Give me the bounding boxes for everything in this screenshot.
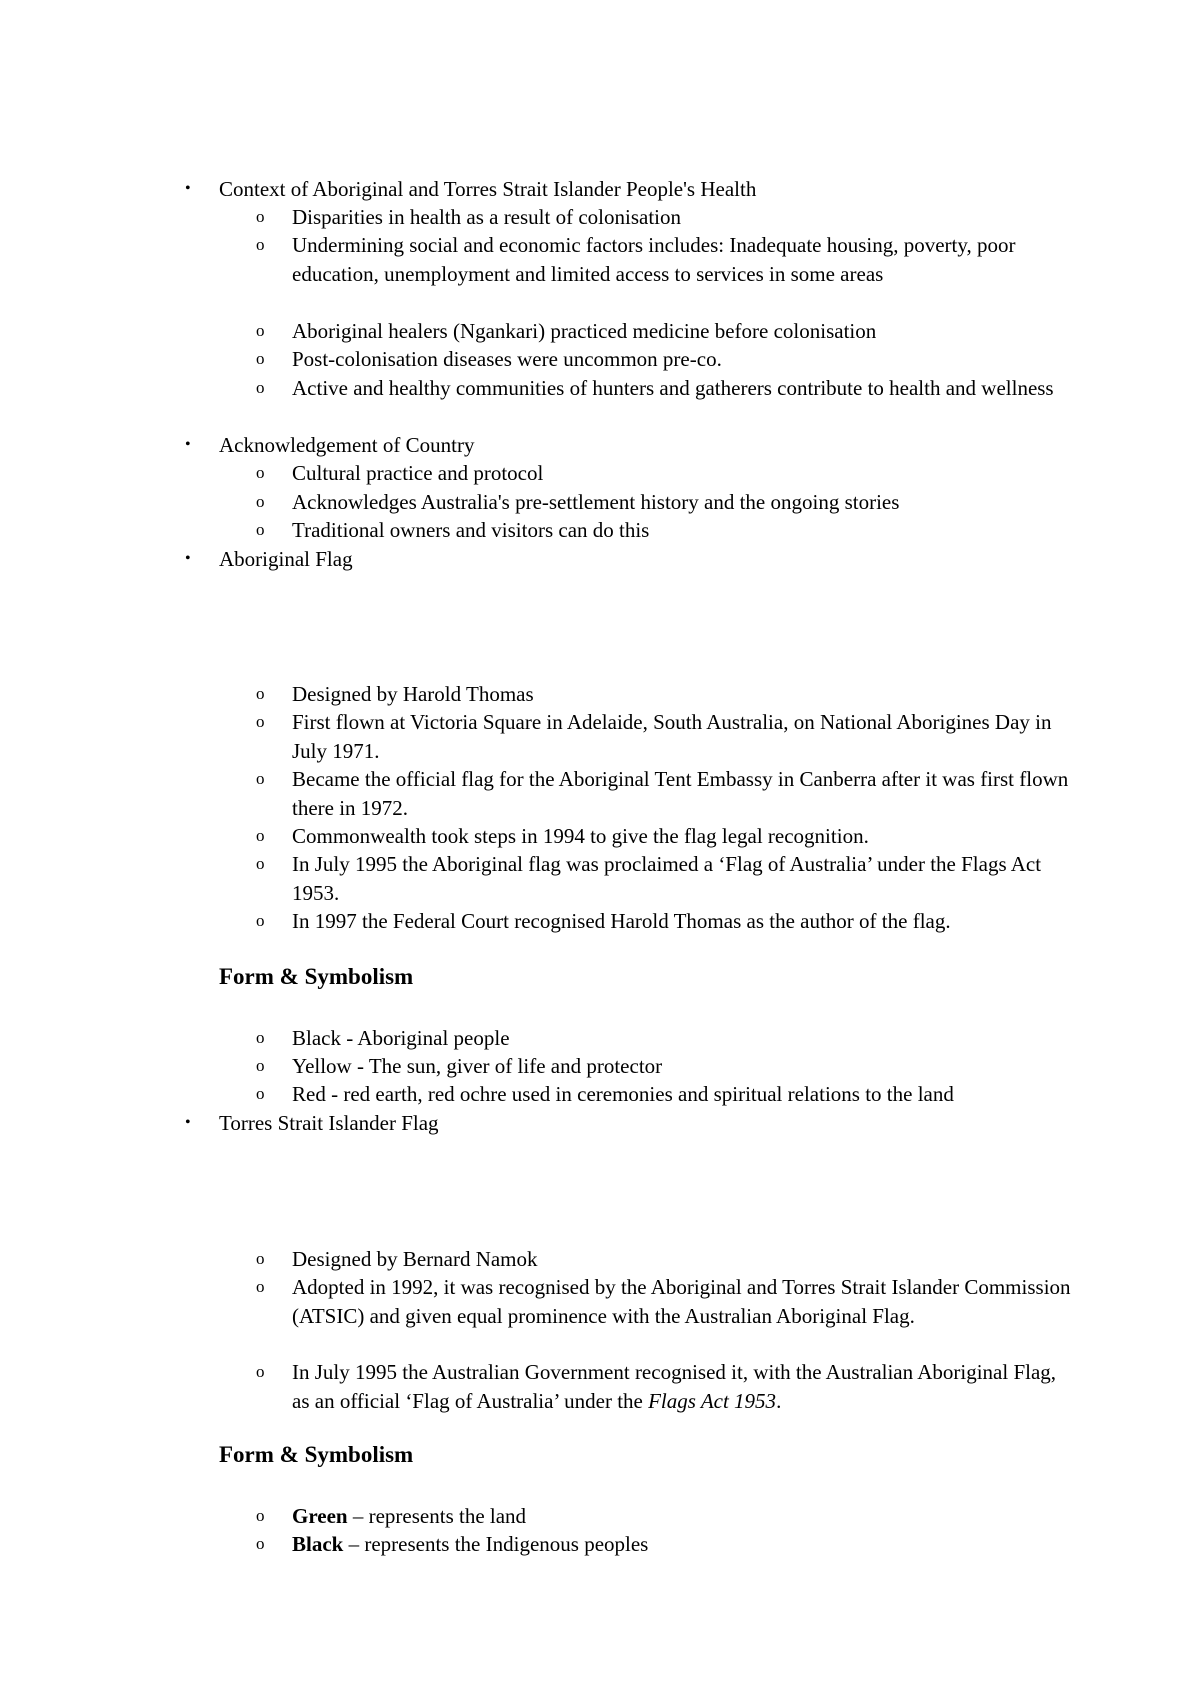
- sub-bullet-icon: o: [256, 911, 265, 930]
- section-title: Torres Strait Islander Flag: [219, 1111, 439, 1135]
- bullet-icon: •: [185, 1114, 191, 1131]
- list-item: [256, 680, 1072, 709]
- list-item: [185, 431, 1069, 460]
- sub-bullet-icon: o: [256, 1362, 265, 1381]
- list-item: [256, 374, 1072, 403]
- list-item: [256, 203, 1072, 232]
- sub-bullet-icon: o: [256, 349, 265, 368]
- item-text: Post-colonisation diseases were uncommon pre-co.: [292, 347, 722, 371]
- list-item: [256, 765, 1072, 822]
- sub-bullet-icon: o: [256, 826, 265, 845]
- item-text: Aboriginal healers (Ngankari) practiced medicine before colonisation: [292, 319, 877, 343]
- act-name: Flags Act 1953: [648, 1388, 777, 1413]
- list-item: [256, 708, 1072, 765]
- sub-bullet-icon: o: [256, 463, 265, 482]
- sub-bullet-icon: o: [256, 1506, 265, 1525]
- list-item: [256, 1080, 1072, 1109]
- list-item: [256, 317, 1072, 346]
- sub-bullet-icon: o: [256, 1534, 265, 1553]
- list-item: [256, 822, 1072, 851]
- item-text: Traditional owners and visitors can do this: [292, 518, 650, 542]
- item-text: Commonwealth took steps in 1994 to give the flag legal recognition.: [292, 824, 869, 848]
- item-text: Cultural practice and protocol: [292, 461, 544, 485]
- list-item: [185, 175, 1069, 204]
- term: Green: [292, 1504, 348, 1528]
- list-item: [185, 1109, 1069, 1138]
- sub-bullet-icon: o: [256, 235, 265, 254]
- item-text: Undermining social and economic factors includes: Inadequate housing, poverty, poor education, unemployment and limited access to services in some areas: [292, 233, 1016, 286]
- list-item: [256, 850, 1072, 907]
- item-text: Acknowledges Australia's pre-settlement history and the ongoing stories: [292, 490, 900, 514]
- list-item: [256, 1052, 1072, 1081]
- sub-bullet-icon: o: [256, 769, 265, 788]
- item-text: Black - Aboriginal people: [292, 1026, 510, 1050]
- sub-bullet-icon: o: [256, 207, 265, 226]
- sub-bullet-icon: o: [256, 520, 265, 539]
- list-item: [256, 1502, 1072, 1531]
- term: Black: [292, 1532, 344, 1556]
- sub-bullet-icon: o: [256, 854, 265, 873]
- item-end: .: [776, 1388, 782, 1413]
- list-item: [256, 1024, 1072, 1053]
- item-text: First flown at Victoria Square in Adelaide, South Australia, on National Aborigines Day in July 1971.: [292, 710, 1052, 763]
- sub-bullet-icon: o: [256, 1084, 265, 1103]
- list-item: [256, 907, 1072, 936]
- term-desc: – represents the land: [347, 1504, 527, 1528]
- list-item: [256, 345, 1072, 374]
- bullet-icon: •: [185, 550, 191, 567]
- term-desc: – represents the Indigenous peoples: [343, 1532, 649, 1556]
- sub-bullet-icon: o: [256, 1249, 265, 1268]
- item-text: Designed by Bernard Namok: [292, 1247, 538, 1271]
- sub-bullet-icon: o: [256, 712, 265, 731]
- item-text: Became the official flag for the Aboriginal Tent Embassy in Canberra after it was first flown there in 1972.: [292, 767, 1069, 820]
- list-item: [185, 545, 1069, 574]
- list-item: [256, 459, 1072, 488]
- sub-bullet-icon: o: [256, 1277, 265, 1296]
- sub-bullet-icon: o: [256, 492, 265, 511]
- list-item: [256, 1530, 1072, 1559]
- item-text: Red - red earth, red ochre used in ceremonies and spiritual relations to the land: [292, 1082, 954, 1106]
- item-text: Yellow - The sun, giver of life and protector: [292, 1054, 663, 1078]
- list-item: [256, 1273, 1072, 1330]
- bullet-icon: •: [185, 436, 191, 453]
- list-item: [256, 1245, 1072, 1274]
- sub-bullet-icon: o: [256, 1028, 265, 1047]
- section-title: Aboriginal Flag: [219, 547, 353, 571]
- item-text: Active and healthy communities of hunters and gatherers contribute to health and wellness: [292, 376, 1054, 400]
- item-text: In July 1995 the Australian Government recognised it, with the Australian Aboriginal Flag, as an official ‘Flag of Australia’ under the: [292, 1360, 1057, 1413]
- list-item: [256, 1358, 1072, 1415]
- sub-bullet-icon: o: [256, 1056, 265, 1075]
- list-item: [256, 488, 1072, 517]
- item-text: Adopted in 1992, it was recognised by the Aboriginal and Torres Strait Islander Commission (ATSIC) and given equal prominence with the Australian Aboriginal Flag.: [292, 1275, 1071, 1328]
- bullet-icon: •: [185, 180, 191, 197]
- list-item: [256, 231, 1072, 288]
- item-text: In 1997 the Federal Court recognised Harold Thomas as the author of the flag.: [292, 909, 951, 933]
- item-text: Disparities in health as a result of colonisation: [292, 205, 681, 229]
- item-text: Designed by Harold Thomas: [292, 682, 534, 706]
- section-title: Acknowledgement of Country: [219, 433, 475, 457]
- section-title: Context of Aboriginal and Torres Strait Islander People's Health: [219, 177, 757, 201]
- item-text: In July 1995 the Aboriginal flag was proclaimed a ‘Flag of Australia’ under the Flags Act 1953.: [292, 852, 1042, 905]
- sub-bullet-icon: o: [256, 378, 265, 397]
- sub-bullet-icon: o: [256, 321, 265, 340]
- list-item: [256, 516, 1072, 545]
- symbolism-heading: Form & Symbolism: [219, 964, 414, 989]
- sub-bullet-icon: o: [256, 684, 265, 703]
- symbolism-heading: Form & Symbolism: [219, 1442, 414, 1467]
